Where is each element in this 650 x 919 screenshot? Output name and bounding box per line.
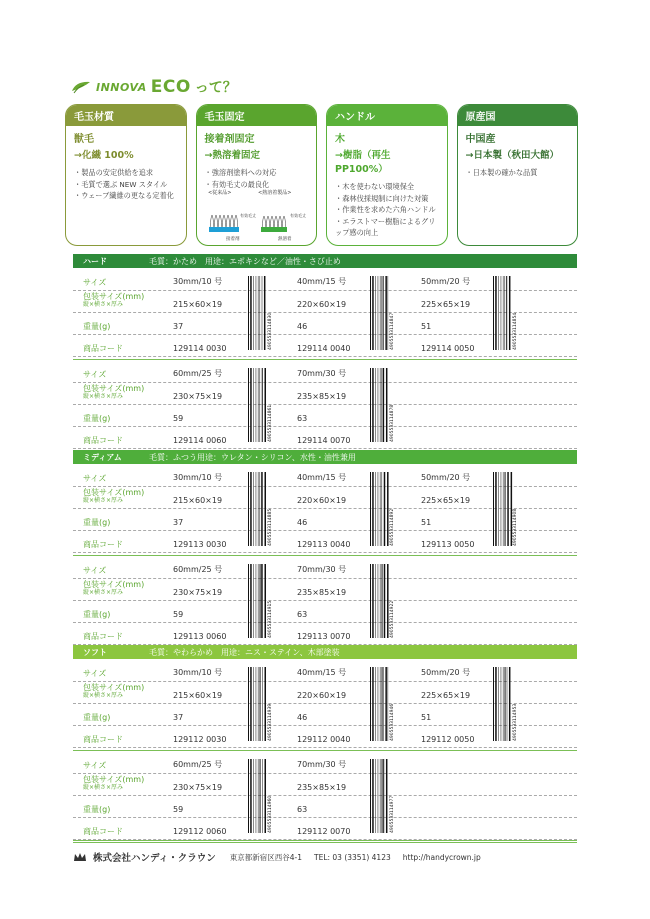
section-description: 毛質：ふつう用途：ウレタン・シリコン、水性・油性兼用 [149, 452, 356, 462]
cell-size: 40mm/15 号 [297, 277, 347, 286]
product-block [73, 659, 577, 751]
leaf-logo-icon [70, 79, 92, 95]
card-fixing [196, 104, 318, 246]
barcode-number: 4905533114915 [268, 600, 273, 638]
barcode-image [370, 759, 396, 833]
footer-divider [73, 840, 577, 841]
footer-company: 株式会社ハンディ・クラウン [93, 853, 216, 864]
row-sublabel: 縦×横さ×厚み [83, 784, 124, 791]
diagram-side-b: 有効毛丈 [289, 213, 306, 218]
brand-question: って？ [194, 80, 237, 96]
cell-code: 129114 0070 [297, 436, 351, 445]
card-material [65, 104, 187, 246]
cell-weight: 37 [173, 518, 184, 527]
cell-code: 129113 0060 [173, 632, 227, 641]
row-label: 包装サイズ(mm) 縦×横さ×厚み [83, 683, 145, 699]
cell-pkg: 220×60×19 [297, 496, 347, 505]
barcode-image [493, 276, 519, 350]
cell-size: 70mm/30 号 [297, 565, 347, 574]
barcode-number: 4905533114861 [268, 404, 273, 442]
cell-weight: 59 [173, 610, 184, 619]
card-bullet: ・ 強溶剤塗料への対応 [205, 167, 309, 179]
card-line1: 中国産 [465, 134, 496, 145]
barcode-number: 4905533114892 [390, 508, 395, 546]
row-size [73, 361, 577, 383]
cell-size: 60mm/25 号 [173, 369, 223, 378]
diagram-label-a: 接着剤 [225, 237, 239, 242]
cell-code: 129114 0060 [173, 436, 227, 445]
row-label: サイズ [83, 761, 107, 770]
row-sublabel: 縦×横さ×厚み [83, 589, 124, 596]
barcode-number: 4905533114946 [390, 703, 395, 741]
brand-header [70, 76, 237, 98]
cell-pkg: 215×60×19 [173, 691, 223, 700]
cell-code: 129114 0040 [297, 344, 351, 353]
barcode-image [248, 564, 274, 638]
cell-code: 129112 0060 [173, 827, 227, 836]
cell-size: 30mm/10 号 [173, 668, 223, 677]
cell-weight: 59 [173, 805, 184, 814]
barcode-number: 4905533114878 [390, 404, 395, 442]
row-label: サイズ [83, 669, 107, 678]
cell-code: 129112 0070 [297, 827, 351, 836]
footer-url[interactable]: http://handycrown.jp [402, 852, 481, 862]
cell-weight: 37 [173, 322, 184, 331]
cell-code: 129112 0040 [297, 735, 351, 744]
diagram-side-a: 有効毛丈 [239, 213, 256, 218]
card-origin [457, 104, 579, 246]
section-header [73, 254, 577, 268]
row-weight [73, 601, 577, 623]
barcode-image [493, 667, 519, 741]
section-header [73, 645, 577, 659]
cell-size: 70mm/30 号 [297, 369, 347, 378]
cell-size: 30mm/10 号 [173, 473, 223, 482]
section-hard [73, 254, 577, 452]
brand-innova: INNOVA [96, 80, 147, 94]
cell-code: 129112 0030 [173, 735, 227, 744]
product-block [73, 464, 577, 556]
card-bullet: ・ 製品の安定供給を追求 [74, 167, 178, 179]
product-block [73, 556, 577, 648]
row-label: 商品コード [83, 540, 123, 549]
cell-code: 129114 0050 [421, 344, 475, 353]
row-size [73, 752, 577, 774]
row-sublabel: 縦×横さ×厚み [83, 497, 124, 504]
card-line1: 接着剤固定 [204, 134, 255, 145]
card-bullets [327, 175, 447, 239]
cell-pkg: 225×65×19 [421, 300, 471, 309]
card-bullets [458, 161, 578, 179]
crown-logo-icon [73, 851, 87, 863]
row-label: 商品コード [83, 827, 123, 836]
cell-weight: 51 [421, 322, 432, 331]
card-line2: →日本製（秋田大館） [465, 150, 559, 161]
cell-weight: 46 [297, 518, 308, 527]
card-line1: 木 [335, 134, 345, 145]
row-sublabel: 縦×横さ×厚み [83, 393, 124, 400]
cell-pkg: 235×85×19 [297, 392, 347, 401]
cell-code: 129113 0030 [173, 540, 227, 549]
card-title: 毛玉材質 [66, 105, 186, 126]
card-bullet: ・ ウェーブ繊維の更なる定着化 [74, 190, 178, 202]
cell-pkg: 230×75×19 [173, 783, 223, 792]
cell-weight: 63 [297, 805, 308, 814]
cell-weight: 46 [297, 713, 308, 722]
row-label: 商品コード [83, 344, 123, 353]
card-bullet: ・ 日本製の確かな品質 [466, 167, 570, 179]
product-block [73, 360, 577, 452]
barcode-image [370, 667, 396, 741]
cell-weight: 63 [297, 610, 308, 619]
barcode-number: 4905533114953 [513, 703, 518, 741]
row-pkg [73, 383, 577, 405]
barcode-number: 4905533114922 [390, 600, 395, 638]
diagram-left-caption: <従来品> [207, 190, 231, 196]
product-block [73, 751, 577, 843]
row-label: サイズ [83, 474, 107, 483]
cell-pkg: 220×60×19 [297, 691, 347, 700]
barcode-image [493, 472, 519, 546]
section-description: 毛質：やわらかめ 用途：ニス・ステイン、木部塗装 [149, 647, 340, 657]
cell-pkg: 230×75×19 [173, 588, 223, 597]
card-bullets [197, 161, 317, 190]
row-label: 重量(g) [83, 322, 111, 331]
barcode-image [248, 759, 274, 833]
cell-size: 70mm/30 号 [297, 760, 347, 769]
card-handle [326, 104, 448, 246]
cell-code: 129112 0050 [421, 735, 475, 744]
cell-pkg: 225×65×19 [421, 691, 471, 700]
card-bullet: ・ 有効毛丈の最良化 [205, 179, 309, 191]
brand-eco: ECO [150, 77, 191, 97]
cell-size: 50mm/20 号 [421, 277, 471, 286]
card-line2: →化繊 100% [74, 150, 134, 161]
cell-code: 129113 0070 [297, 632, 351, 641]
row-label: 包装サイズ(mm) 縦×横さ×厚み [83, 775, 145, 791]
barcode-image [248, 472, 274, 546]
row-label: 商品コード [83, 735, 123, 744]
row-label: 重量(g) [83, 610, 111, 619]
barcode-number: 4905533114977 [390, 795, 395, 833]
row-label: サイズ [83, 566, 107, 575]
row-label: 包装サイズ(mm) 縦×横さ×厚み [83, 580, 145, 596]
footer [73, 850, 481, 864]
barcode-image [370, 564, 396, 638]
barcode-number: 4905533114908 [513, 508, 518, 546]
row-pkg [73, 774, 577, 796]
cell-code: 129114 0030 [173, 344, 227, 353]
cell-pkg: 220×60×19 [297, 300, 347, 309]
section-header [73, 450, 577, 464]
cell-weight: 51 [421, 518, 432, 527]
row-code [73, 427, 577, 449]
card-line1: 獣毛 [74, 134, 94, 145]
barcode-number: 4905533114939 [268, 703, 273, 741]
card-title: 原産国 [458, 105, 578, 126]
card-bullet: ・ 木を使わない環境保全 [335, 181, 439, 193]
diagram-right-caption: <熱溶着製品> [257, 190, 291, 196]
section-name: ハード [83, 256, 107, 266]
section-medium [73, 450, 577, 648]
section-name: ミディアム [83, 452, 122, 462]
card-bullet: ・ エラストマー樹脂によるグリップ感の向上 [335, 216, 439, 239]
cell-pkg: 235×85×19 [297, 783, 347, 792]
feature-cards [65, 104, 578, 246]
cell-pkg: 225×65×19 [421, 496, 471, 505]
row-label: 重量(g) [83, 518, 111, 527]
row-weight [73, 405, 577, 427]
row-code [73, 818, 577, 840]
row-pkg [73, 579, 577, 601]
card-bullets [66, 161, 186, 202]
card-title: 毛玉固定 [197, 105, 317, 126]
cell-size: 40mm/15 号 [297, 473, 347, 482]
cell-pkg: 230×75×19 [173, 392, 223, 401]
cell-size: 30mm/10 号 [173, 277, 223, 286]
barcode-image [370, 472, 396, 546]
cell-size: 50mm/20 号 [421, 473, 471, 482]
barcode-image [248, 368, 274, 442]
card-line2: →熱溶着固定 [204, 150, 260, 161]
row-label: 包装サイズ(mm) 縦×横さ×厚み [83, 292, 145, 308]
cell-weight: 51 [421, 713, 432, 722]
cell-weight: 59 [173, 414, 184, 423]
cell-pkg: 215×60×19 [173, 300, 223, 309]
product-block [73, 268, 577, 360]
section-soft [73, 645, 577, 843]
diagram-label-b: 熱溶着 [277, 237, 291, 242]
cell-weight: 46 [297, 322, 308, 331]
barcode-number: 4905533114885 [268, 508, 273, 546]
cell-code: 129113 0050 [421, 540, 475, 549]
row-weight [73, 796, 577, 818]
barcode-image [370, 276, 396, 350]
row-label: 重量(g) [83, 713, 111, 722]
row-sublabel: 縦×横さ×厚み [83, 692, 124, 699]
row-label: 重量(g) [83, 414, 111, 423]
footer-address: 東京都新宿区西谷4-1 [229, 852, 302, 862]
barcode-number: 4905533114960 [268, 795, 273, 833]
cell-pkg: 215×60×19 [173, 496, 223, 505]
card-title: ハンドル [327, 105, 447, 126]
cell-size: 40mm/15 号 [297, 668, 347, 677]
barcode-number: 4905533114830 [268, 312, 273, 350]
row-label: 包装サイズ(mm) 縦×横さ×厚み [83, 488, 145, 504]
section-description: 毛質：かため 用途：エポキシなど／油性・さび止め [149, 256, 341, 266]
cell-size: 50mm/20 号 [421, 668, 471, 677]
row-label: 商品コード [83, 436, 123, 445]
card-bullet: ・ 毛質で選ぶ NEW スタイル [74, 179, 178, 191]
row-size [73, 557, 577, 579]
row-label: 商品コード [83, 632, 123, 641]
bristle-diagram [204, 187, 312, 243]
section-name: ソフト [83, 647, 107, 657]
barcode-image [370, 368, 396, 442]
row-label: 重量(g) [83, 805, 111, 814]
barcode-number: 4905533114847 [390, 312, 395, 350]
row-code [73, 623, 577, 645]
card-bullet: ・ 森林伐採規制に向けた対策 [335, 193, 439, 205]
cell-size: 60mm/25 号 [173, 760, 223, 769]
row-label: サイズ [83, 370, 107, 379]
barcode-image [248, 276, 274, 350]
footer-tel: TEL: 03 (3351) 4123 [314, 852, 391, 862]
row-sublabel: 縦×横さ×厚み [83, 301, 124, 308]
barcode-image [248, 667, 274, 741]
barcode-number: 4905533114854 [513, 312, 518, 350]
row-label: 包装サイズ(mm) 縦×横さ×厚み [83, 384, 145, 400]
cell-code: 129113 0040 [297, 540, 351, 549]
cell-weight: 63 [297, 414, 308, 423]
row-label: サイズ [83, 278, 107, 287]
cell-pkg: 235×85×19 [297, 588, 347, 597]
card-line2: →樹脂（再生 PP100%） [335, 150, 391, 175]
cell-size: 60mm/25 号 [173, 565, 223, 574]
card-bullet: ・ 作業性を求めた六角ハンドル [335, 204, 439, 216]
cell-weight: 37 [173, 713, 184, 722]
